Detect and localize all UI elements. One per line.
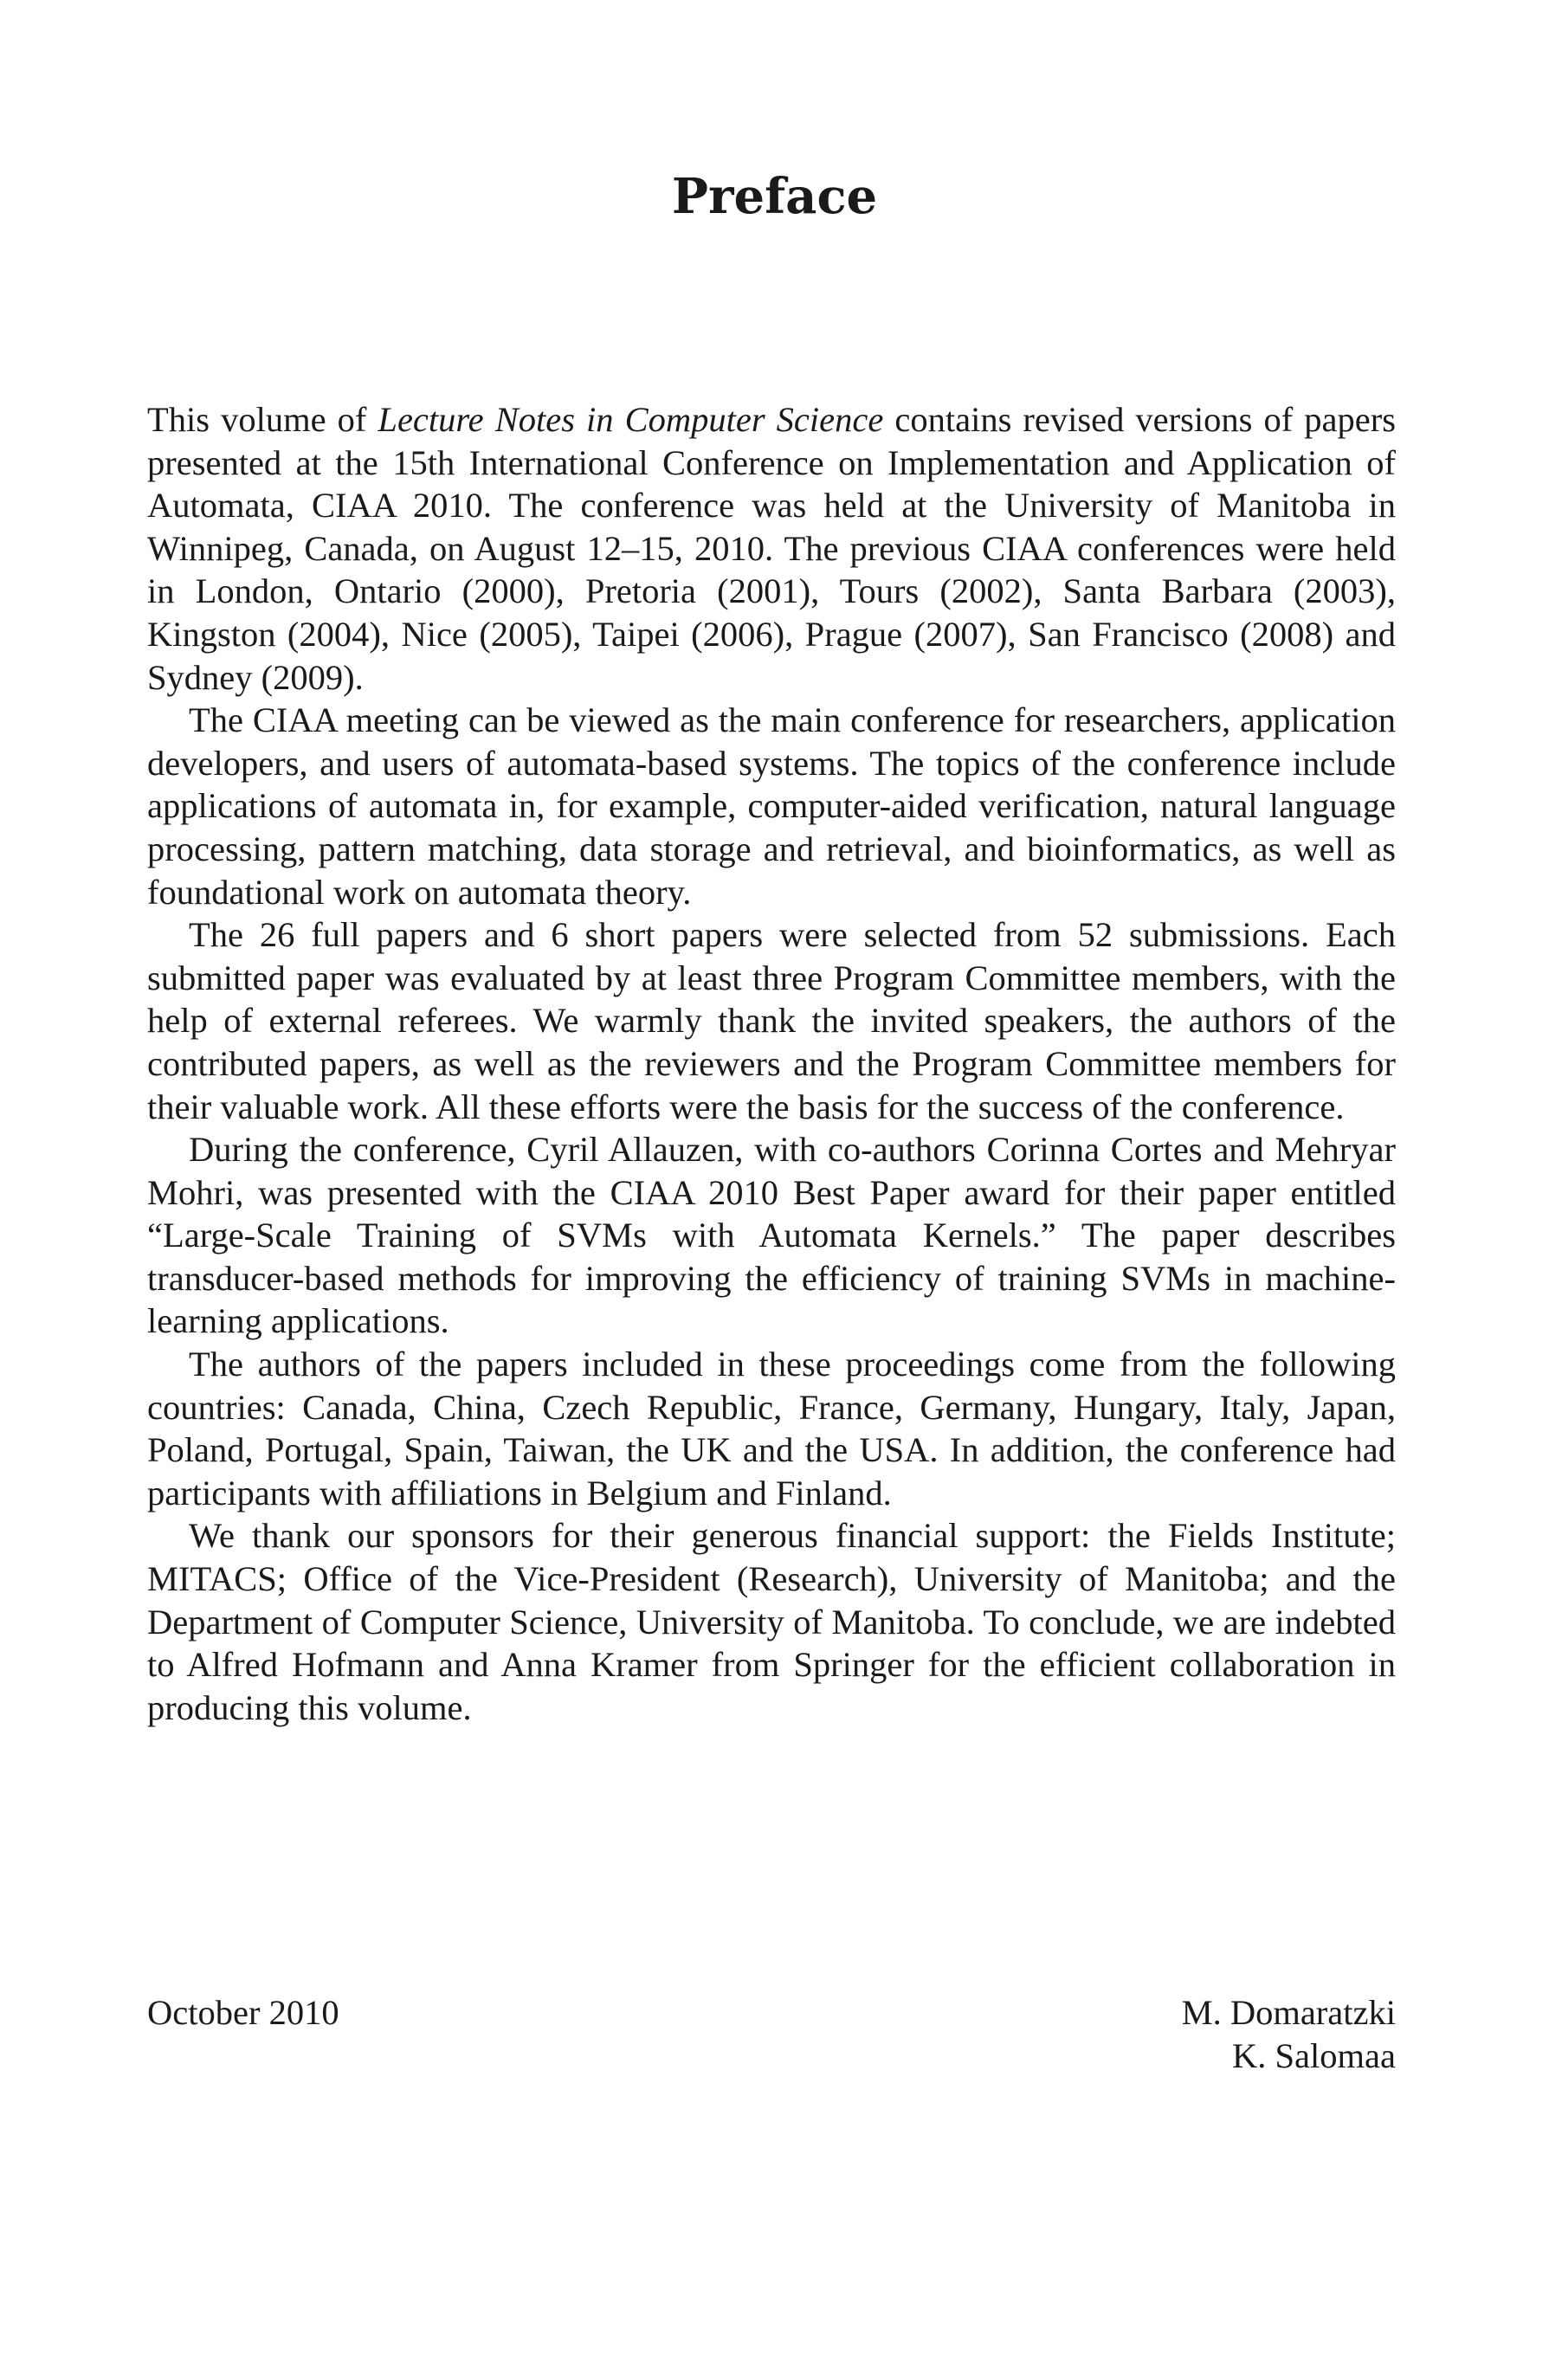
editor-name: K. Salomaa (1232, 2036, 1396, 2075)
date: October 2010 (147, 1993, 339, 2032)
paragraph-1-rest: contains revised versions of papers presented at the 15th International Conference on Implementation and Application of Automata, CIAA 2010. The conference was held at the University of Manitoba in Winnipeg, Canada, on August 12–15, 2010. The previous CIAA conferences were held in London, Ontario (2000), Pretoria (2001), Tours (2002), Santa Barbara (2003), Kingston (2004), Nice (2005), Taipei (2006), Prague (2007), San Francisco (2008) and Sydney (2009). (147, 400, 1396, 697)
paragraph-1-lead: This volume of (147, 400, 378, 439)
paragraph-4: During the conference, Cyril Allauzen, with co-authors Corinna Cortes and Mehryar Mohri, was presented with the CIAA 2010 Best Paper award for their paper entitled “Large-Scale Training of SVMs with Automata Kernels.” The paper describes transducer-based methods for improving the efficiency of training SVMs in machine-learning applications. (147, 1130, 1396, 1341)
series-title: Lecture Notes in Computer Science (378, 400, 884, 439)
paragraph-6: We thank our sponsors for their generous financial support: the Fields Institute; MITACS; Office of the Vice-President (Research), University of Manitoba; and the Department of Computer Science, University of Manitoba. To conclude, we are indebted to Alfred Hofmann and Anna Kramer from Springer for the efficient collaboration in producing this volume. (147, 1516, 1396, 1727)
paragraph-2: The CIAA meeting can be viewed as the main conference for researchers, application developers, and users of automata-based systems. The topics of the conference include applications of automata in, for example, computer-aided verification, natural language processing, pattern matching, data storage and retrieval, and bioinformatics, as well as foundational work on automata theory. (147, 700, 1396, 912)
page-title: Preface (671, 168, 878, 225)
paragraph-5: The authors of the papers included in these proceedings come from the following countries: Canada, China, Czech Republic, France, Germany, Hungary, Italy, Japan, Poland, Portugal, Spain, Taiwan, the UK and the USA. In addition, the conference had participants with affiliations in Belgium and Finland. (147, 1345, 1396, 1512)
editors (1182, 1991, 1396, 2078)
preface-body (147, 398, 1396, 1729)
paragraph-1 (147, 398, 1396, 699)
paragraph-3: The 26 full papers and 6 short papers were selected from 52 submissions. Each submitted paper was evaluated by at least three Program Committee members, with the help of external referees. We warmly thank the invited speakers, the authors of the contributed papers, as well as the reviewers and the Program Committee members for their valuable work. All these efforts were the basis for the success of the conference. (147, 915, 1396, 1126)
editor-name: M. Domaratzki (1181, 1993, 1396, 2032)
signature-block (147, 1991, 1396, 2087)
